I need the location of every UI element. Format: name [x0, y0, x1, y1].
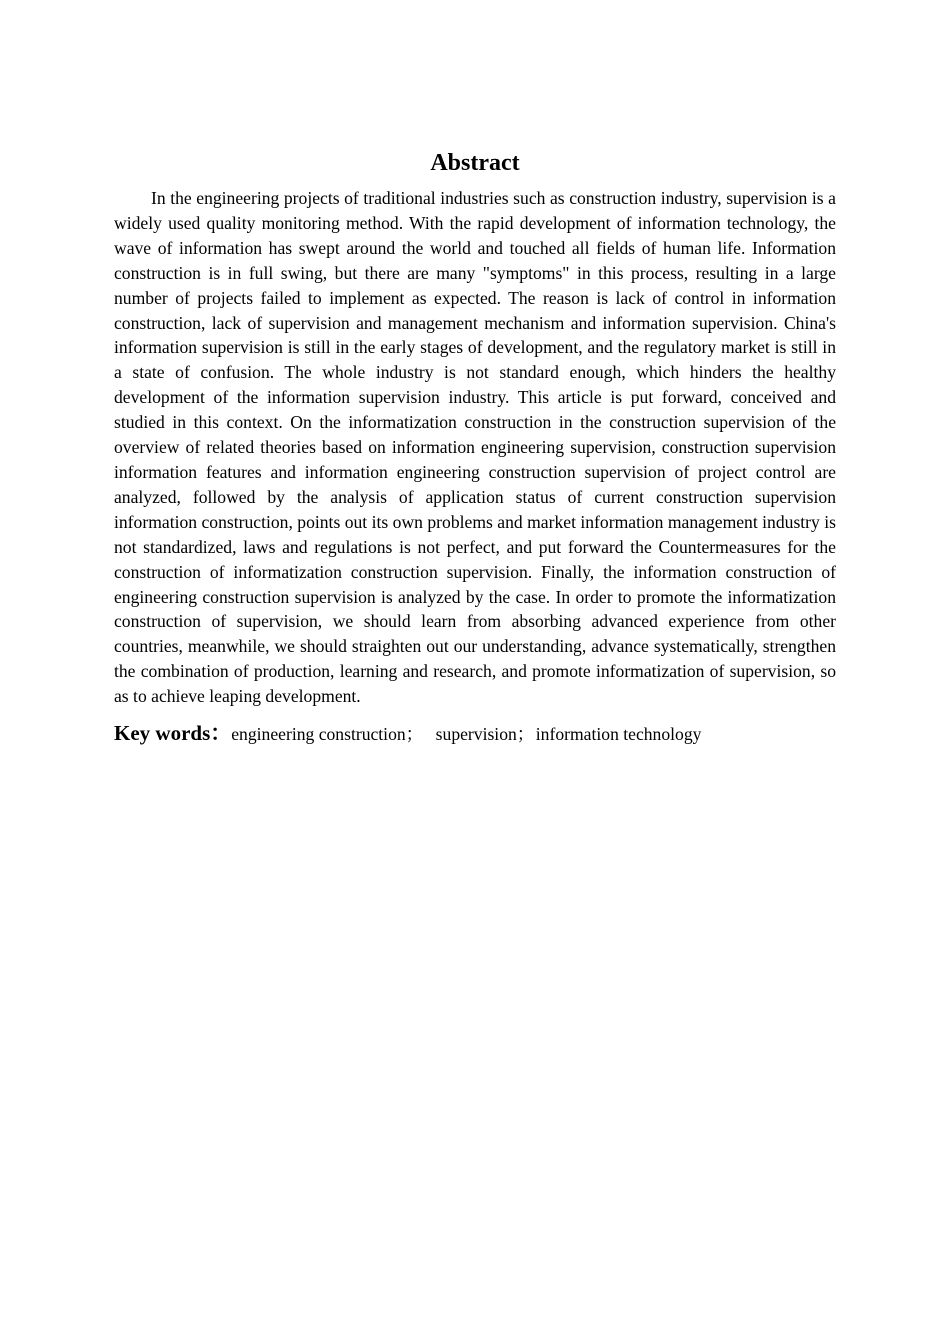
keyword-item: supervision — [435, 724, 517, 745]
keyword-separator: ； — [405, 724, 424, 745]
keyword-separator: ； — [516, 724, 535, 745]
keyword-item: engineering construction — [231, 724, 406, 745]
abstract-heading: Abstract — [430, 150, 520, 176]
keyword-item: information technology — [535, 724, 702, 745]
keywords-line — [114, 719, 836, 748]
keywords-label: Key words： — [114, 721, 232, 746]
abstract-paragraph: In the engineering projects of traditional industries such as construction industry, supervision is a widely used quality monitoring method. With the rapid development of information technology, the wave of information has swept around the world and touched all fields of human life. Information construction is in full swing, but there are many "symptoms" in this process, resulting in a large number of projects failed to implement as expected. The reason is lack of control in information construction, lack of supervision and management mechanism and information supervision. China's information supervision is still in the early stages of development, and the regulatory market is still in a state of confusion. The whole industry is not standard enough, which hinders the healthy development of the information supervision industry. This article is put forward, conceived and studied in this context. On the informatization construction in the construction supervision of the overview of related theories based on information engineering supervision, construction supervision information features and information engineering construction supervision of project control are analyzed, followed by the analysis of application status of current construction supervision information construction, points out its own problems and market information management industry is not standardized, laws and regulations is not perfect, and put forward the Countermeasures for the construction of informatization construction supervision. Finally, the information construction of engineering construction supervision is analyzed by the case. In order to promote the informatization construction of supervision, we should learn from absorbing advanced experience from other countries, meanwhile, we should straighten out our understanding, advance systematically, strengthen the combination of production, learning and research, and promote informatization of supervision, so as to achieve leaping development. — [114, 188, 836, 707]
abstract-section — [114, 146, 836, 748]
